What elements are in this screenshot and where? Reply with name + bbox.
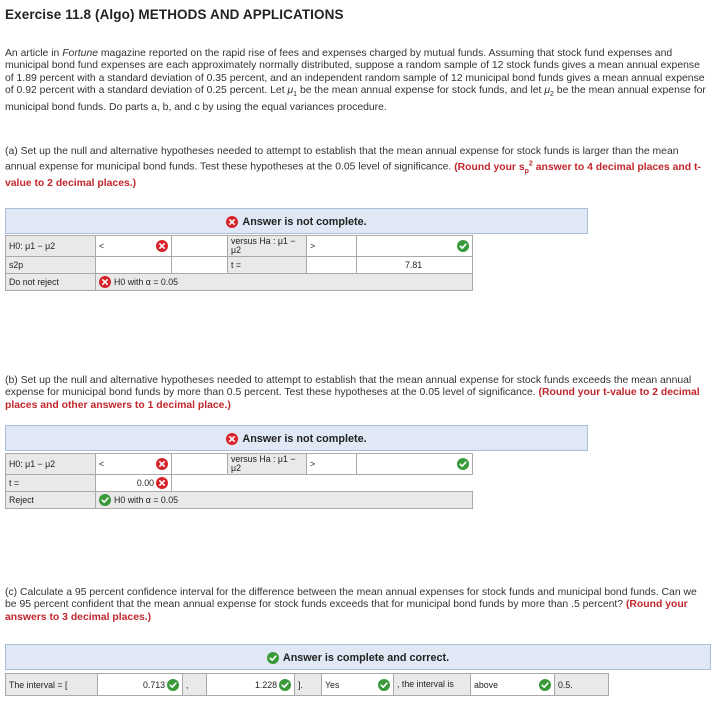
part-b-t-label: t = — [6, 475, 96, 492]
part-a-banner-text: Answer is not complete. — [242, 216, 367, 228]
error-icon — [156, 240, 168, 252]
check-icon — [279, 679, 291, 691]
check-icon — [539, 679, 551, 691]
part-a-table — [5, 235, 473, 291]
part-a-h0-operator-select[interactable] — [96, 236, 172, 257]
intro-text-1: An article in — [5, 48, 63, 59]
part-a-s2p-input-ext[interactable] — [172, 257, 228, 274]
part-b-decision-row — [96, 492, 473, 509]
part-c-close-bracket: ]. — [295, 674, 322, 696]
part-b-t-input[interactable] — [96, 475, 172, 492]
part-b-ha-operator-select[interactable] — [307, 454, 357, 475]
part-c-interval-is-label: , the interval is — [394, 674, 471, 696]
part-b-question — [5, 375, 710, 412]
part-a-instruction-1: (Round your s — [454, 161, 525, 173]
part-a-ha-operator-select[interactable] — [307, 236, 357, 257]
part-b-table — [5, 453, 473, 509]
part-b-decision-select[interactable] — [6, 492, 96, 509]
part-c-lower-input[interactable] — [98, 674, 183, 696]
error-icon — [156, 477, 168, 489]
part-a-decision-suffix: H0 with α = 0.05 — [114, 277, 179, 287]
check-icon — [167, 679, 179, 691]
part-c-yes-value: Yes — [325, 679, 340, 690]
mu1-symbol: μ — [287, 85, 294, 97]
part-b-ha-value-input[interactable] — [357, 454, 473, 475]
check-icon — [378, 679, 390, 691]
part-c-above-select[interactable] — [471, 674, 555, 696]
part-c-yes-select[interactable] — [322, 674, 394, 696]
part-a-s2p-label: s2p — [6, 257, 96, 274]
part-b-decision-value: Reject — [9, 495, 34, 505]
part-a-decision-select[interactable] — [6, 274, 96, 291]
intro-paragraph — [5, 48, 710, 114]
error-icon — [156, 458, 168, 470]
part-a-decision-value: Do not reject — [9, 277, 59, 287]
part-a-h0-value-input[interactable] — [172, 236, 228, 257]
part-c-ref-value: 0.5. — [555, 674, 609, 696]
error-icon — [226, 216, 238, 228]
intro-magazine: Fortune — [62, 48, 98, 59]
part-a-ha-operator-value: > — [310, 241, 316, 251]
check-icon — [457, 240, 469, 252]
part-a-t-input[interactable] — [307, 257, 357, 274]
intro-text-2: magazine reported on the rapid rise of fees and expenses charged by mutual funds. Assuming that stock fund expenses and municipal bond fund expenses are each approximately normally distributed, suppose a random sample of 12 stock funds gives a mean annual expense of 1.89 percent with a standard deviation of 0.35 percent, and an independent random sample of 12 municipal bond funds gives a mean annual expense of 0.92 percent with a standard deviation of 0.25 percent. Let — [5, 48, 705, 97]
part-b-versus-label: versus Ha : μ1 − μ2 — [228, 454, 307, 475]
part-a-t-label: t = — [228, 257, 307, 274]
part-c-instruction: (Round your answers to 3 decimal places.) — [5, 599, 688, 623]
part-c-question — [5, 587, 710, 624]
part-b-instruction: (Round your t-value to 2 decimal places and other answers to 1 decimal place.) — [5, 387, 700, 411]
part-b-h0-label: H0: μ1 − μ2 — [6, 454, 96, 475]
check-icon — [99, 494, 111, 506]
part-b-empty — [172, 475, 473, 492]
part-b-h0-value-input[interactable] — [172, 454, 228, 475]
part-a-instruction-sup: 2 — [528, 160, 533, 168]
part-a-s2p-input[interactable] — [96, 257, 172, 274]
part-b-decision-suffix: H0 with α = 0.05 — [114, 495, 179, 505]
part-c-above-value: above — [474, 679, 498, 690]
part-a-answer-banner — [5, 208, 588, 234]
part-a-h0-operator-value: < — [99, 241, 105, 251]
exercise-title: Exercise 11.8 (Algo) METHODS AND APPLICATIONS — [5, 7, 344, 22]
part-b-h0-operator-select[interactable] — [96, 454, 172, 475]
part-b-answer-banner — [5, 425, 588, 451]
part-c-lower-value: 0.713 — [142, 679, 165, 690]
part-b-ha-operator-value: > — [310, 459, 316, 469]
part-c-answer-banner — [5, 644, 711, 670]
mu2-symbol: μ — [544, 85, 551, 97]
error-icon — [226, 433, 238, 445]
part-a-instruction-sub: p — [524, 167, 529, 175]
intro-text-4: be the mean annual expense for municipal bond funds. Do parts a, b, and c by using the equal variances procedure. — [5, 85, 706, 113]
intro-text-3: be the mean annual expense for stock funds, and let — [297, 85, 545, 97]
part-a-h0-label: H0: μ1 − μ2 — [6, 236, 96, 257]
part-a-instruction-2: answer to 4 decimal places and t-value to 2 decimal places.) — [5, 161, 701, 190]
part-b-t-value: 0.00 — [136, 478, 154, 488]
part-c-banner-text: Answer is complete and correct. — [282, 652, 450, 664]
part-a-ha-value-input[interactable] — [357, 236, 473, 257]
part-c-upper-input[interactable] — [207, 674, 295, 696]
part-c-upper-value: 1.228 — [254, 679, 277, 690]
part-b-banner-text: Answer is not complete. — [242, 433, 367, 445]
error-icon — [99, 276, 111, 288]
mu1-subscript: 1 — [293, 91, 298, 99]
part-b-h0-operator-value: < — [99, 459, 105, 469]
part-c-comma: , — [183, 674, 207, 696]
check-icon — [267, 652, 279, 664]
part-a-decision-row — [96, 274, 473, 291]
part-b-question-text: (b) Set up the null and alternative hypotheses needed to attempt to establish that the mean annual expense for stock funds exceeds the mean annual expense for municipal bond funds by more than 0.5 percent. Test these hypotheses at the 0.05 level of significance. — [5, 375, 692, 399]
part-a-t-value[interactable] — [357, 257, 473, 274]
part-a-question-text: (a) Set up the null and alternative hypotheses needed to attempt to establish that the mean annual expense for stock funds is larger than the mean annual expense for municipal bond funds. Test these hypotheses at the 0.05 level of significance. — [5, 146, 679, 173]
part-c-interval-label: The interval = [ — [6, 674, 98, 696]
part-a-t-value-text: 7.81 — [405, 260, 423, 270]
part-c-empty — [609, 674, 712, 696]
part-a-question — [5, 146, 710, 191]
mu2-subscript: 2 — [550, 91, 554, 99]
part-c-question-text: (c) Calculate a 95 percent confidence interval for the difference between the mean annual expenses for stock funds and municipal bond funds. Can we be 95 percent confident that the mean annual expense for stock funds exceeds that for municipal bond funds by more than .5 percent? — [5, 587, 697, 611]
part-a-versus-label: versus Ha : μ1 − μ2 — [228, 236, 307, 257]
part-c-table — [5, 673, 712, 696]
check-icon — [457, 458, 469, 470]
